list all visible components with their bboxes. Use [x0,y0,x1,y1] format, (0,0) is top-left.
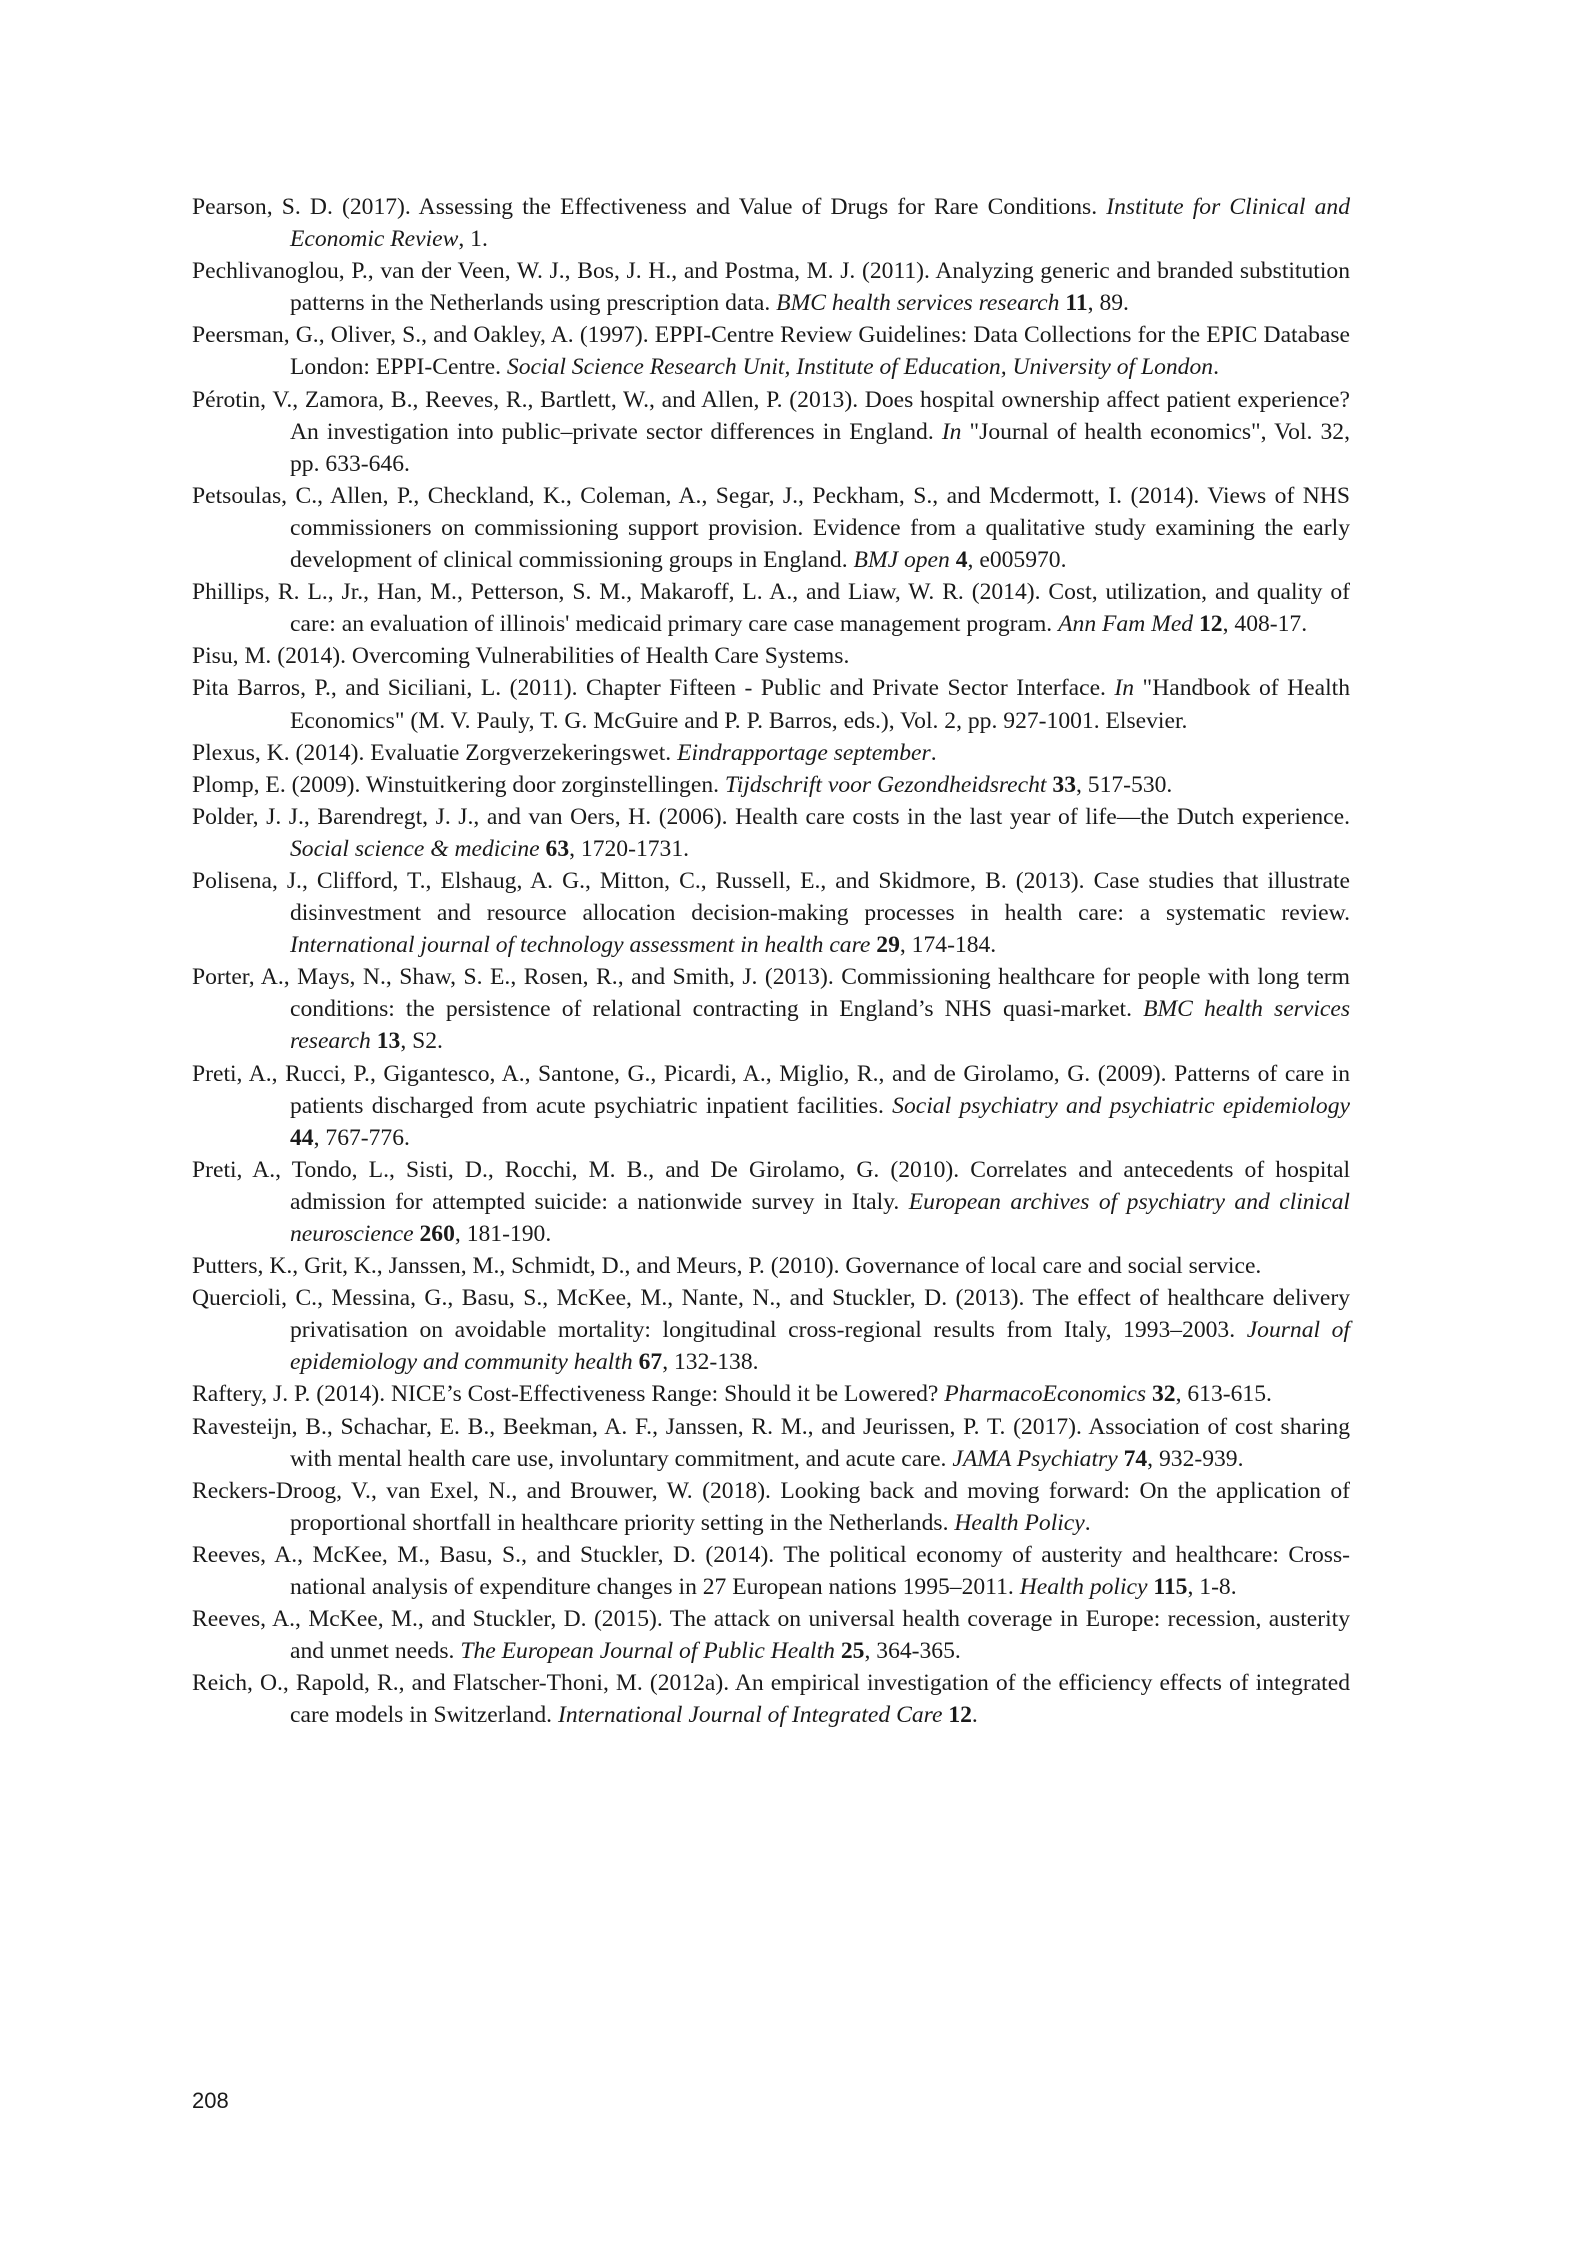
reference-italic-text: Ann Fam Med [1058,611,1194,638]
reference-text: , S2. [400,1028,443,1055]
reference-italic-text: BMC health services research [776,290,1060,317]
reference-entry [192,1058,1350,1154]
reference-italic-text: Health policy [1019,1574,1148,1601]
reference-text: Pechlivanoglou, P., van der Veen, W. J., Bos, J. H., and Postma, M. J. (2011). Analyzing generic and branded substitution patterns in the Netherlands using prescription data. [192,258,1350,317]
reference-text: , 1. [458,226,488,253]
reference-italic-text: European archives of psychiatry and clinical neuroscience [290,1188,1350,1247]
reference-text: Pita Barros, P., and Siciliani, L. (2011). Chapter Fifteen - Public and Private Sector Interface. [192,675,1115,702]
reference-italic-text: Health Policy [954,1509,1085,1536]
reference-italic-text: Tijdschrift voor Gezondheidsrecht [724,771,1047,798]
reference-text: , 364-365. [864,1638,961,1665]
reference-entry [192,1667,1350,1731]
reference-volume: 67 [638,1349,663,1376]
reference-list [192,191,1350,1732]
reference-italic-text: Journal of epidemiology and community health [290,1317,1350,1376]
reference-italic-text: In [941,418,962,445]
reference-text: Plomp, E. (2009). Winstuitkering door zorginstellingen. [192,771,725,798]
reference-text: , 767-776. [313,1124,410,1151]
reference-volume: 29 [876,932,900,959]
reference-volume: 4 [955,547,968,574]
reference-text: Reich, O., Rapold, R., and Flatscher-Thoni, M. (2012a). An empirical investigation of the efficiency effects of integrated care models in Switzerland. [192,1670,1350,1729]
reference-italic-text: Eindrapportage september [677,739,931,766]
reference-text: , 181-190. [454,1221,552,1247]
reference-text: "Handbook of Health Economics" (M. V. Pauly, T. G. McGuire and P. P. Barros, eds.), Vol. 2, pp. 927-1001. Elsevier. [290,675,1350,734]
reference-entry [192,1154,1350,1250]
reference-italic-text: PharmacoEconomics [944,1381,1147,1408]
reference-entry [192,1250,1350,1282]
reference-italic-text: BMJ open [853,547,950,574]
reference-volume: 44 [290,1124,314,1151]
reference-italic-text: BMC health services research [290,996,1351,1055]
reference-italic-text: International Journal of Integrated Care [557,1702,943,1729]
reference-italic-text: JAMA Psychiatry [952,1445,1118,1472]
reference-volume: 25 [840,1638,865,1665]
reference-text: , 932-939. [1147,1445,1244,1472]
reference-entry [192,1378,1350,1410]
reference-text: Putters, K., Grit, K., Janssen, M., Schmidt, D., and Meurs, P. (2010). Governance of local care and social service. [192,1253,1262,1280]
reference-volume: 13 [376,1028,401,1055]
reference-text: , 174-184. [899,932,997,959]
reference-text: Reeves, A., McKee, M., and Stuckler, D. (2015). The attack on universal health coverage in Europe: recession, austerity and unmet needs. [192,1606,1350,1665]
reference-volume: 33 [1052,771,1076,798]
reference-text: Petsoulas, C., Allen, P., Checkland, K., Coleman, A., Segar, J., Peckham, S., and Mcdermott, I. (2014). Views of NHS commissioners on commissioning support provision. Evidence from a qualitative study examining the early development of clinical commissioning groups in England. [192,482,1350,574]
reference-volume: 115 [1153,1574,1188,1601]
reference-text: Pérotin, V., Zamora, B., Reeves, R., Bartlett, W., and Allen, P. (2013). Does hospital ownership affect patient experience? An investigation into public–private sector differences in England. [192,386,1350,445]
reference-text: . [930,739,937,766]
reference-italic-text: Social psychiatry and psychiatric epidemiology [892,1092,1350,1119]
reference-text: , 408-17. [1222,611,1308,638]
reference-volume: 32 [1151,1381,1176,1408]
reference-italic-text: International journal of technology assessment in health care [290,932,871,959]
reference-volume: 260 [419,1221,455,1247]
reference-entry [192,1475,1350,1539]
reference-volume: 12 [1199,611,1223,638]
reference-volume: 11 [1065,290,1088,317]
reference-entry [192,255,1350,319]
reference-text: Plexus, K. (2014). Evaluatie Zorgverzekeringswet. [192,739,678,766]
reference-text: , e005970. [967,547,1067,574]
reference-text: Preti, A., Rucci, P., Gigantesco, A., Santone, G., Picardi, A., Miglio, R., and de Girolamo, G. (2009). Patterns of care in patients discharged from acute psychiatric inpatient facilities. [192,1060,1350,1119]
reference-text: , 1-8. [1187,1574,1237,1601]
reference-italic-text: In [1114,675,1135,702]
reference-entry [192,1282,1350,1378]
reference-entry [192,640,1350,672]
reference-entry [192,961,1350,1057]
reference-entry [192,1539,1350,1603]
reference-italic-text: Institute for Clinical and Economic Review [290,194,1350,253]
reference-text: Reeves, A., McKee, M., Basu, S., and Stuckler, D. (2014). The political economy of austerity and healthcare: Cross-national analysis of expenditure changes in 27 European nations 1995–2011. [192,1541,1350,1601]
reference-text: Raftery, J. P. (2014). NICE’s Cost-Effectiveness Range: Should it be Lowered? [192,1381,945,1408]
reference-text: , 132-138. [662,1349,759,1376]
reference-entry [192,576,1350,640]
reference-italic-text: The European Journal of Public Health [460,1638,835,1665]
reference-italic-text: Social science & medicine [290,835,540,862]
reference-entry [192,769,1350,801]
reference-text: , 517-530. [1075,771,1173,798]
reference-entry [192,801,1350,865]
reference-text: , 89. [1087,290,1129,317]
reference-entry [192,319,1350,383]
reference-entry [192,672,1350,736]
reference-entry [192,1603,1350,1667]
reference-entry [192,1411,1350,1475]
reference-text: Porter, A., Mays, N., Shaw, S. E., Rosen, R., and Smith, J. (2013). Commissioning healthcare for people with long term conditions: the persistence of relational contracting in England’s NHS quasi-market. [192,964,1350,1023]
page-number: 208 [192,2088,229,2113]
reference-entry [192,865,1350,961]
reference-text: Pisu, M. (2014). Overcoming Vulnerabilities of Health Care Systems. [192,643,850,670]
reference-entry [192,384,1350,480]
reference-text: Preti, A., Tondo, L., Sisti, D., Rocchi, M. B., and De Girolamo, G. (2010). Correlates and antecedents of hospital admission for attempted suicide: a nationwide survey in Italy. [192,1156,1350,1215]
reference-text: Quercioli, C., Messina, G., Basu, S., McKee, M., Nante, N., and Stuckler, D. (2013). The effect of healthcare delivery privatisation on avoidable mortality: longitudinal cross-regional results from Italy, 1993–2003. [192,1285,1350,1344]
reference-volume: 63 [545,835,570,862]
reference-text: Polisena, J., Clifford, T., Elshaug, A. G., Mitton, C., Russell, E., and Skidmore, B. (2013). Case studies that illustrate disinvestment and resource allocation decision-making processes in health care: a systematic review. [192,867,1350,927]
reference-text: . [971,1702,978,1729]
reference-text: , 1720-1731. [569,835,690,862]
reference-text: "Journal of health economics", Vol. 32, pp. 633-646. [290,418,1350,477]
reference-text: Reckers-Droog, V., van Exel, N., and Brouwer, W. (2018). Looking back and moving forward: On the application of proportional shortfall in healthcare priority setting in the Netherlands. [192,1477,1350,1536]
reference-text: Pearson, S. D. (2017). Assessing the Effectiveness and Value of Drugs for Rare Conditions. [192,194,1107,220]
reference-entry [192,737,1350,769]
reference-volume: 12 [948,1702,972,1729]
reference-text: Peersman, G., Oliver, S., and Oakley, A. (1997). EPPI-Centre Review Guidelines: Data Collections for the EPIC Database London: EPPI-Centre. [192,322,1350,381]
reference-italic-text: Social Science Research Unit, Institute of Education, University of London [506,354,1214,381]
reference-text: Ravesteijn, B., Schachar, E. B., Beekman, A. F., Janssen, R. M., and Jeurissen, P. T. (2017). Association of cost sharing with mental health care use, involuntary commitment, and acute care. [192,1413,1350,1472]
reference-text: . [1084,1509,1091,1536]
reference-volume: 74 [1123,1445,1148,1472]
reference-text: Polder, J. J., Barendregt, J. J., and van Oers, H. (2006). Health care costs in the last year of life—the Dutch experience. [192,803,1350,830]
reference-text: . [1213,354,1219,381]
reference-text: Phillips, R. L., Jr., Han, M., Petterson, S. M., Makaroff, L. A., and Liaw, W. R. (2014). Cost, utilization, and quality of care: an evaluation of illinois' medicaid primary care case management program. [192,579,1350,638]
reference-entry [192,480,1350,576]
reference-entry [192,191,1350,255]
reference-text: , 613-615. [1175,1381,1272,1408]
